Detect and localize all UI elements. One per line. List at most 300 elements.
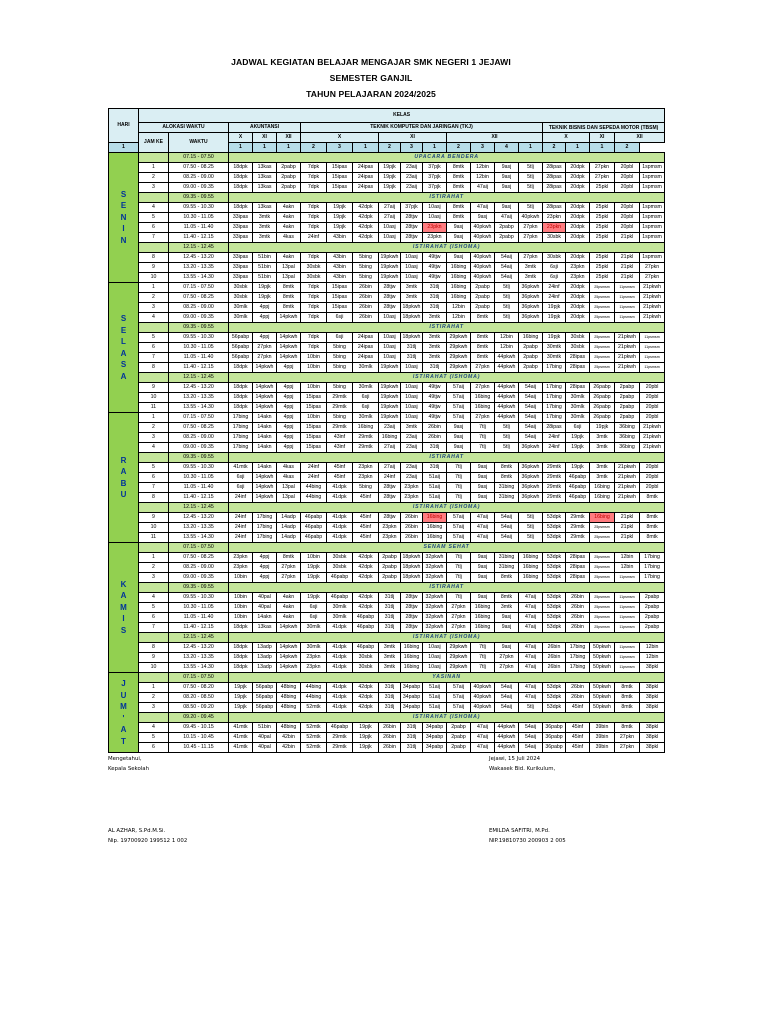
schedule-cell: 29mtk bbox=[566, 513, 590, 523]
schedule-cell: 11psmsm bbox=[615, 303, 640, 313]
schedule-cell: 12bin bbox=[495, 333, 519, 343]
schedule-cell: 11psmsm bbox=[615, 293, 640, 303]
schedule-cell: 32pkwh bbox=[423, 553, 447, 563]
table-row bbox=[109, 343, 665, 353]
schedule-cell: 7tlj bbox=[447, 553, 471, 563]
schedule-cell: 54aij bbox=[495, 253, 519, 263]
schedule-cell: 12bin bbox=[447, 313, 471, 323]
schedule-cell: 19pjk bbox=[590, 423, 615, 433]
schedule-cell: 41dpk bbox=[327, 533, 353, 543]
header-col-number: 1 bbox=[353, 143, 379, 153]
schedule-cell: 19pjk bbox=[327, 213, 353, 223]
schedule-cell: 47aij bbox=[495, 213, 519, 223]
schedule-cell: 26pabp bbox=[590, 413, 615, 423]
schedule-cell: 54aij bbox=[495, 263, 519, 273]
schedule-cell: 32pkwh bbox=[423, 603, 447, 613]
schedule-cell: 16bing bbox=[401, 643, 423, 653]
jam-ke: 7 bbox=[139, 233, 169, 243]
schedule-cell: 19pjk bbox=[353, 723, 379, 733]
schedule-cell: 47aij bbox=[471, 183, 495, 193]
schedule-cell: 37pjk bbox=[423, 173, 447, 183]
schedule-cell: 18dpk bbox=[229, 643, 253, 653]
schedule-cell: 36pabp bbox=[543, 723, 566, 733]
waktu: 13.55 - 14.30 bbox=[169, 273, 229, 283]
schedule-cell: 53dpk bbox=[543, 553, 566, 563]
schedule-cell: 31tlj bbox=[379, 693, 401, 703]
schedule-cell: 23pkn bbox=[423, 223, 447, 233]
schedule-cell: 16bing bbox=[353, 423, 379, 433]
table-row bbox=[109, 613, 665, 623]
schedule-cell: 18dpk bbox=[229, 173, 253, 183]
schedule-cell: 5tlj bbox=[519, 533, 543, 543]
schedule-cell: 7tlj bbox=[471, 423, 495, 433]
schedule-cell: 28ipas bbox=[566, 573, 590, 583]
schedule-cell: 31tlj bbox=[401, 353, 423, 363]
schedule-cell: 19pjk bbox=[379, 183, 401, 193]
schedule-cell: 4ppj bbox=[253, 333, 277, 343]
schedule-cell: 10asj bbox=[423, 663, 447, 673]
schedule-table bbox=[108, 108, 665, 753]
schedule-cell: 28ipas bbox=[566, 563, 590, 573]
schedule-cell: 24inf bbox=[543, 283, 566, 293]
schedule-cell: 28ipas bbox=[566, 383, 590, 393]
schedule-cell: 30mlk bbox=[327, 603, 353, 613]
schedule-cell: 30sbk bbox=[543, 253, 566, 263]
schedule-cell: 41dpk bbox=[327, 493, 353, 503]
break-label: YASINAN bbox=[229, 673, 665, 683]
schedule-cell: 57aij bbox=[447, 693, 471, 703]
waktu: 13.55 - 14.30 bbox=[169, 533, 229, 543]
schedule-cell: 3mtk bbox=[379, 663, 401, 673]
schedule-cell: 34pabp bbox=[423, 723, 447, 733]
schedule-cell: 44pkwh bbox=[495, 353, 519, 363]
header-grade: X bbox=[229, 133, 253, 143]
schedule-cell: 20dpk bbox=[566, 233, 590, 243]
schedule-cell: 50pkwh bbox=[590, 703, 615, 713]
waktu: 08.25 - 09.00 bbox=[169, 563, 229, 573]
schedule-cell: 18dpk bbox=[229, 403, 253, 413]
break-label: ISTIRAHAT (ISHOMA) bbox=[229, 503, 665, 513]
jam-ke: 7 bbox=[139, 623, 169, 633]
schedule-cell: 16bing bbox=[471, 613, 495, 623]
schedule-cell: 20dpk bbox=[566, 173, 590, 183]
schedule-cell: 44pkwh bbox=[495, 733, 519, 743]
schedule-cell: 2pabp bbox=[495, 233, 519, 243]
schedule-cell: 20dpk bbox=[566, 283, 590, 293]
schedule-cell: 27pkn bbox=[519, 253, 543, 263]
table-row bbox=[109, 413, 665, 423]
schedule-cell: 11psmsm bbox=[615, 653, 640, 663]
schedule-cell: 16bing bbox=[447, 283, 471, 293]
schedule-cell: 8mtk bbox=[447, 163, 471, 173]
schedule-cell: 44pkwh bbox=[495, 363, 519, 373]
schedule-cell: 19pjk bbox=[327, 223, 353, 233]
jam-ke: 10 bbox=[139, 663, 169, 673]
schedule-cell: 1spmsm bbox=[640, 173, 665, 183]
header-col-number: 2 bbox=[447, 143, 471, 153]
schedule-cell: 54aij bbox=[495, 273, 519, 283]
schedule-cell: 1spmsm bbox=[640, 163, 665, 173]
schedule-cell: 24ipas bbox=[353, 173, 379, 183]
waktu: 12.15 - 12.45 bbox=[169, 243, 229, 253]
schedule-cell: 23aij bbox=[379, 423, 401, 433]
schedule-cell: 31tlj bbox=[401, 733, 423, 743]
schedule-cell: 47aij bbox=[471, 723, 495, 733]
waktu: 09.55 - 10.30 bbox=[169, 203, 229, 213]
schedule-cell: 25psmsm bbox=[590, 293, 615, 303]
jam-ke: 10 bbox=[139, 393, 169, 403]
jam-ke: 5 bbox=[139, 213, 169, 223]
schedule-cell: 53dpk bbox=[543, 683, 566, 693]
schedule-cell: 31bing bbox=[495, 493, 519, 503]
table-row bbox=[109, 593, 665, 603]
jam-ke: 2 bbox=[139, 293, 169, 303]
schedule-cell: 2pabp bbox=[379, 573, 401, 583]
schedule-cell: 31tlj bbox=[379, 603, 401, 613]
schedule-cell: 26bin bbox=[543, 663, 566, 673]
schedule-cell: 51aij bbox=[423, 683, 447, 693]
schedule-cell: 1spmsm bbox=[640, 183, 665, 193]
schedule-cell: 36bing bbox=[615, 443, 640, 453]
schedule-cell: 19pjk bbox=[253, 283, 277, 293]
table-row bbox=[109, 663, 665, 673]
schedule-cell: 31tlj bbox=[379, 593, 401, 603]
schedule-cell: 19pjk bbox=[566, 463, 590, 473]
schedule-cell: 45inf bbox=[327, 473, 353, 483]
schedule-cell: 3mtk bbox=[423, 343, 447, 353]
schedule-cell: 51aij bbox=[423, 493, 447, 503]
schedule-cell: 39bin bbox=[590, 733, 615, 743]
schedule-cell: 54aij bbox=[519, 403, 543, 413]
schedule-cell: 10asj bbox=[401, 273, 423, 283]
schedule-cell: 43bin bbox=[327, 273, 353, 283]
schedule-cell: 17bing bbox=[229, 433, 253, 443]
schedule-cell: 19pkwh bbox=[379, 363, 401, 373]
schedule-cell: 53dpk bbox=[543, 523, 566, 533]
schedule-cell: 4akn bbox=[277, 223, 301, 233]
schedule-cell: 33ipas bbox=[229, 213, 253, 223]
table-row bbox=[109, 513, 665, 523]
schedule-cell: 8mtk bbox=[447, 173, 471, 183]
schedule-cell: 13adp bbox=[253, 643, 277, 653]
schedule-cell: 30mtk bbox=[543, 343, 566, 353]
schedule-cell: 4ppj bbox=[277, 413, 301, 423]
schedule-cell: 5tlj bbox=[519, 173, 543, 183]
schedule-cell: 9asj bbox=[447, 433, 471, 443]
schedule-cell: 18dpk bbox=[229, 663, 253, 673]
schedule-cell: 7dpk bbox=[301, 173, 327, 183]
jam-ke bbox=[139, 713, 169, 723]
schedule-cell: 19pkwh bbox=[379, 393, 401, 403]
schedule-cell: 40pkwh bbox=[471, 253, 495, 263]
schedule-cell: 3mtk bbox=[423, 353, 447, 363]
schedule-cell: 8mtk bbox=[277, 553, 301, 563]
jam-ke: 9 bbox=[139, 263, 169, 273]
waktu: 09.00 - 09.35 bbox=[169, 443, 229, 453]
schedule-cell: 50pkwh bbox=[590, 643, 615, 653]
schedule-cell: 5bing bbox=[327, 413, 353, 423]
schedule-cell: 8mtk bbox=[471, 313, 495, 323]
header-col-number: 3 bbox=[471, 143, 495, 153]
schedule-cell: 4akn bbox=[277, 203, 301, 213]
schedule-cell: 9asj bbox=[447, 223, 471, 233]
schedule-cell: 5tlj bbox=[495, 423, 519, 433]
schedule-cell: 31tlj bbox=[423, 283, 447, 293]
schedule-cell: 40pkwh bbox=[471, 233, 495, 243]
jam-ke: 4 bbox=[139, 443, 169, 453]
header-col-number: 1 bbox=[253, 143, 277, 153]
schedule-cell: 1spmsm bbox=[640, 233, 665, 243]
schedule-cell: 16bing bbox=[519, 553, 543, 563]
schedule-cell: 27pkn bbox=[640, 273, 665, 283]
schedule-cell: 26bin bbox=[566, 603, 590, 613]
waktu: 11.05 - 11.40 bbox=[169, 483, 229, 493]
schedule-cell: 27pkn bbox=[277, 563, 301, 573]
schedule-cell: 48bing bbox=[277, 703, 301, 713]
jam-ke: 9 bbox=[139, 653, 169, 663]
schedule-cell: 16bing bbox=[471, 603, 495, 613]
schedule-cell: 20pbl bbox=[615, 213, 640, 223]
schedule-cell: 16bing bbox=[471, 393, 495, 403]
schedule-cell: 50pkwh bbox=[590, 693, 615, 703]
schedule-cell: 15ipas bbox=[327, 163, 353, 173]
schedule-cell: 18pkwh bbox=[401, 563, 423, 573]
waktu: 12.15 - 12.45 bbox=[169, 373, 229, 383]
schedule-cell: 20pbl bbox=[615, 163, 640, 173]
schedule-cell: 2pabp bbox=[519, 343, 543, 353]
waktu: 13.55 - 14.30 bbox=[169, 663, 229, 673]
schedule-cell: 21pkwh bbox=[640, 303, 665, 313]
schedule-cell: 14pkwh bbox=[277, 343, 301, 353]
schedule-cell: 40pkwh bbox=[471, 263, 495, 273]
jam-ke bbox=[139, 323, 169, 333]
schedule-cell: 5tlj bbox=[495, 293, 519, 303]
schedule-cell: 7tlj bbox=[471, 643, 495, 653]
table-row bbox=[109, 273, 665, 283]
schedule-cell: 28tjw bbox=[401, 593, 423, 603]
schedule-cell: 46pabp bbox=[353, 613, 379, 623]
schedule-cell: 41dpk bbox=[327, 483, 353, 493]
schedule-cell: 26bin bbox=[566, 623, 590, 633]
schedule-cell: 49tjw bbox=[423, 273, 447, 283]
schedule-cell: 5tlj bbox=[519, 523, 543, 533]
table-row bbox=[109, 203, 665, 213]
schedule-cell: 50pkwh bbox=[590, 653, 615, 663]
schedule-cell: 7dpk bbox=[301, 253, 327, 263]
schedule-cell: 27pkn bbox=[471, 413, 495, 423]
schedule-cell: 31tlj bbox=[423, 293, 447, 303]
signature-left bbox=[108, 754, 149, 774]
waktu: 07.15 - 07.50 bbox=[169, 673, 229, 683]
schedule-cell: 13kas bbox=[253, 183, 277, 193]
schedule-cell: 5bing bbox=[327, 343, 353, 353]
schedule-cell: 25pkl bbox=[590, 263, 615, 273]
schedule-cell: 29pkwh bbox=[447, 363, 471, 373]
schedule-cell: 40pal bbox=[253, 743, 277, 753]
schedule-cell: 41dpk bbox=[327, 623, 353, 633]
schedule-cell: 15ipas bbox=[327, 293, 353, 303]
schedule-cell: 50pkwh bbox=[590, 683, 615, 693]
schedule-cell: 28tjw bbox=[401, 623, 423, 633]
schedule-cell: 9asj bbox=[495, 183, 519, 193]
schedule-cell: 14pkwh bbox=[277, 623, 301, 633]
schedule-cell: 4ppj bbox=[277, 443, 301, 453]
schedule-cell: 36pkwh bbox=[519, 293, 543, 303]
schedule-cell: 34pabp bbox=[401, 703, 423, 713]
schedule-cell: 49tjw bbox=[423, 403, 447, 413]
schedule-cell: 26bin bbox=[543, 653, 566, 663]
waktu: 08.25 - 09.00 bbox=[169, 303, 229, 313]
schedule-cell: 31tlj bbox=[423, 463, 447, 473]
schedule-cell: 11psmsm bbox=[640, 333, 665, 343]
schedule-cell: 38pkl bbox=[640, 703, 665, 713]
schedule-cell: 10bin bbox=[229, 593, 253, 603]
schedule-cell: 33ipas bbox=[229, 233, 253, 243]
jam-ke: 3 bbox=[139, 573, 169, 583]
schedule-cell: 29mtk bbox=[353, 433, 379, 443]
schedule-cell: 20pbl bbox=[640, 463, 665, 473]
schedule-cell: 7dpk bbox=[301, 203, 327, 213]
schedule-cell: 3mtk bbox=[519, 263, 543, 273]
schedule-cell: 28ipas bbox=[566, 353, 590, 363]
schedule-cell: 13kas bbox=[253, 623, 277, 633]
jam-ke: 9 bbox=[139, 383, 169, 393]
schedule-cell: 36bing bbox=[615, 433, 640, 443]
schedule-cell: 2pabp bbox=[471, 303, 495, 313]
schedule-cell: 13adp bbox=[253, 653, 277, 663]
schedule-cell: 25pkl bbox=[590, 223, 615, 233]
schedule-cell: 43inf bbox=[327, 433, 353, 443]
table-row bbox=[109, 643, 665, 653]
schedule-cell: 23aij bbox=[401, 463, 423, 473]
schedule-cell: 5tlj bbox=[495, 433, 519, 443]
schedule-cell: 20dpk bbox=[566, 203, 590, 213]
header-waktu: WAKTU bbox=[169, 133, 229, 153]
schedule-cell: 48bing bbox=[277, 693, 301, 703]
schedule-cell: 28tjw bbox=[379, 483, 401, 493]
schedule-cell: 47aij bbox=[519, 643, 543, 653]
schedule-cell: 16bing bbox=[423, 513, 447, 523]
schedule-cell: 12bin bbox=[640, 643, 665, 653]
schedule-cell: 1spmsm bbox=[640, 253, 665, 263]
schedule-cell: 23pkn bbox=[229, 563, 253, 573]
break-row bbox=[109, 453, 665, 463]
schedule-cell: 52mtk bbox=[301, 743, 327, 753]
schedule-cell: 11psmsm bbox=[615, 643, 640, 653]
schedule-cell: 17bing bbox=[640, 553, 665, 563]
schedule-cell: 14akn bbox=[253, 433, 277, 443]
schedule-cell: 32pkwh bbox=[423, 593, 447, 603]
schedule-cell: 12bin bbox=[495, 343, 519, 353]
schedule-cell: 47aij bbox=[471, 203, 495, 213]
schedule-cell: 23pkn bbox=[543, 223, 566, 233]
schedule-cell: 42dpk bbox=[353, 203, 379, 213]
schedule-cell: 5tlj bbox=[519, 703, 543, 713]
schedule-cell: 21pkl bbox=[615, 273, 640, 283]
jam-ke: 8 bbox=[139, 253, 169, 263]
schedule-cell: 17bing bbox=[543, 383, 566, 393]
waktu: 11.40 - 12.15 bbox=[169, 623, 229, 633]
schedule-cell: 20pbl bbox=[640, 473, 665, 483]
table-row bbox=[109, 173, 665, 183]
schedule-cell: 57aij bbox=[447, 393, 471, 403]
schedule-cell: 40pal bbox=[253, 603, 277, 613]
break-row bbox=[109, 543, 665, 553]
schedule-cell: 57aij bbox=[447, 683, 471, 693]
schedule-cell: 19pjk bbox=[566, 443, 590, 453]
schedule-cell: 23pkn bbox=[379, 523, 401, 533]
schedule-cell: 23pkn bbox=[379, 533, 401, 543]
schedule-cell: 47aij bbox=[519, 613, 543, 623]
schedule-cell: 19pjk bbox=[353, 743, 379, 753]
schedule-cell: 8mtk bbox=[277, 283, 301, 293]
schedule-cell: 30mlk bbox=[353, 383, 379, 393]
schedule-cell: 36pabp bbox=[543, 743, 566, 753]
schedule-cell: 28tjw bbox=[379, 293, 401, 303]
waktu: 07.15 - 07.50 bbox=[169, 543, 229, 553]
schedule-cell: 53dpk bbox=[543, 593, 566, 603]
header-program-tbsm: TEKNIK BISNIS DAN SEPEDA MOTOR (TBSM) bbox=[543, 123, 665, 133]
schedule-cell: 24inf bbox=[229, 513, 253, 523]
schedule-cell: 3mtk bbox=[590, 433, 615, 443]
schedule-cell: 13pal bbox=[277, 483, 301, 493]
schedule-cell: 46pabp bbox=[353, 623, 379, 633]
schedule-cell: 29pkwh bbox=[447, 643, 471, 653]
table-row bbox=[109, 283, 665, 293]
table-row bbox=[109, 703, 665, 713]
schedule-cell: 53dpk bbox=[543, 513, 566, 523]
schedule-cell: 17bing bbox=[640, 563, 665, 573]
schedule-cell: 23pkn bbox=[229, 553, 253, 563]
schedule-cell: 14akn bbox=[253, 413, 277, 423]
schedule-cell: 39bin bbox=[590, 723, 615, 733]
schedule-cell: 18dpk bbox=[229, 653, 253, 663]
schedule-cell: 25pkl bbox=[590, 203, 615, 213]
schedule-cell: 18pkwh bbox=[401, 303, 423, 313]
schedule-cell: 53dpk bbox=[543, 693, 566, 703]
jam-ke: 11 bbox=[139, 403, 169, 413]
schedule-cell: 30mlk bbox=[566, 403, 590, 413]
schedule-cell: 17bing bbox=[566, 643, 590, 653]
schedule-cell: 8mtk bbox=[471, 343, 495, 353]
schedule-cell: 12bin bbox=[615, 563, 640, 573]
schedule-cell: 8mtk bbox=[471, 353, 495, 363]
schedule-cell: 42dpk bbox=[353, 233, 379, 243]
schedule-cell: 24inf bbox=[543, 443, 566, 453]
schedule-cell: 36pkwh bbox=[519, 463, 543, 473]
schedule-cell: 30sbk bbox=[353, 663, 379, 673]
schedule-cell: 15ipas bbox=[301, 433, 327, 443]
schedule-cell: 27pkn bbox=[253, 353, 277, 363]
jam-ke: 4 bbox=[139, 593, 169, 603]
header-col-number: 2 bbox=[615, 143, 640, 153]
schedule-cell: 2pabp bbox=[519, 363, 543, 373]
table-row bbox=[109, 693, 665, 703]
jam-ke: 1 bbox=[139, 413, 169, 423]
schedule-cell: 49tjw bbox=[423, 253, 447, 263]
schedule-cell: 2pabp bbox=[447, 743, 471, 753]
waktu: 11.40 - 12.15 bbox=[169, 363, 229, 373]
waktu: 12.45 - 13.20 bbox=[169, 253, 229, 263]
schedule-cell: 40pal bbox=[253, 593, 277, 603]
schedule-cell: 19pjk bbox=[229, 693, 253, 703]
schedule-cell: 6sji bbox=[301, 603, 327, 613]
schedule-cell: 2pabp bbox=[615, 393, 640, 403]
schedule-cell: 9asj bbox=[471, 563, 495, 573]
sign-left-line2: Kepala Sekolah bbox=[108, 766, 150, 772]
schedule-cell: 8mtk bbox=[640, 513, 665, 523]
schedule-cell: 17bing bbox=[543, 363, 566, 373]
